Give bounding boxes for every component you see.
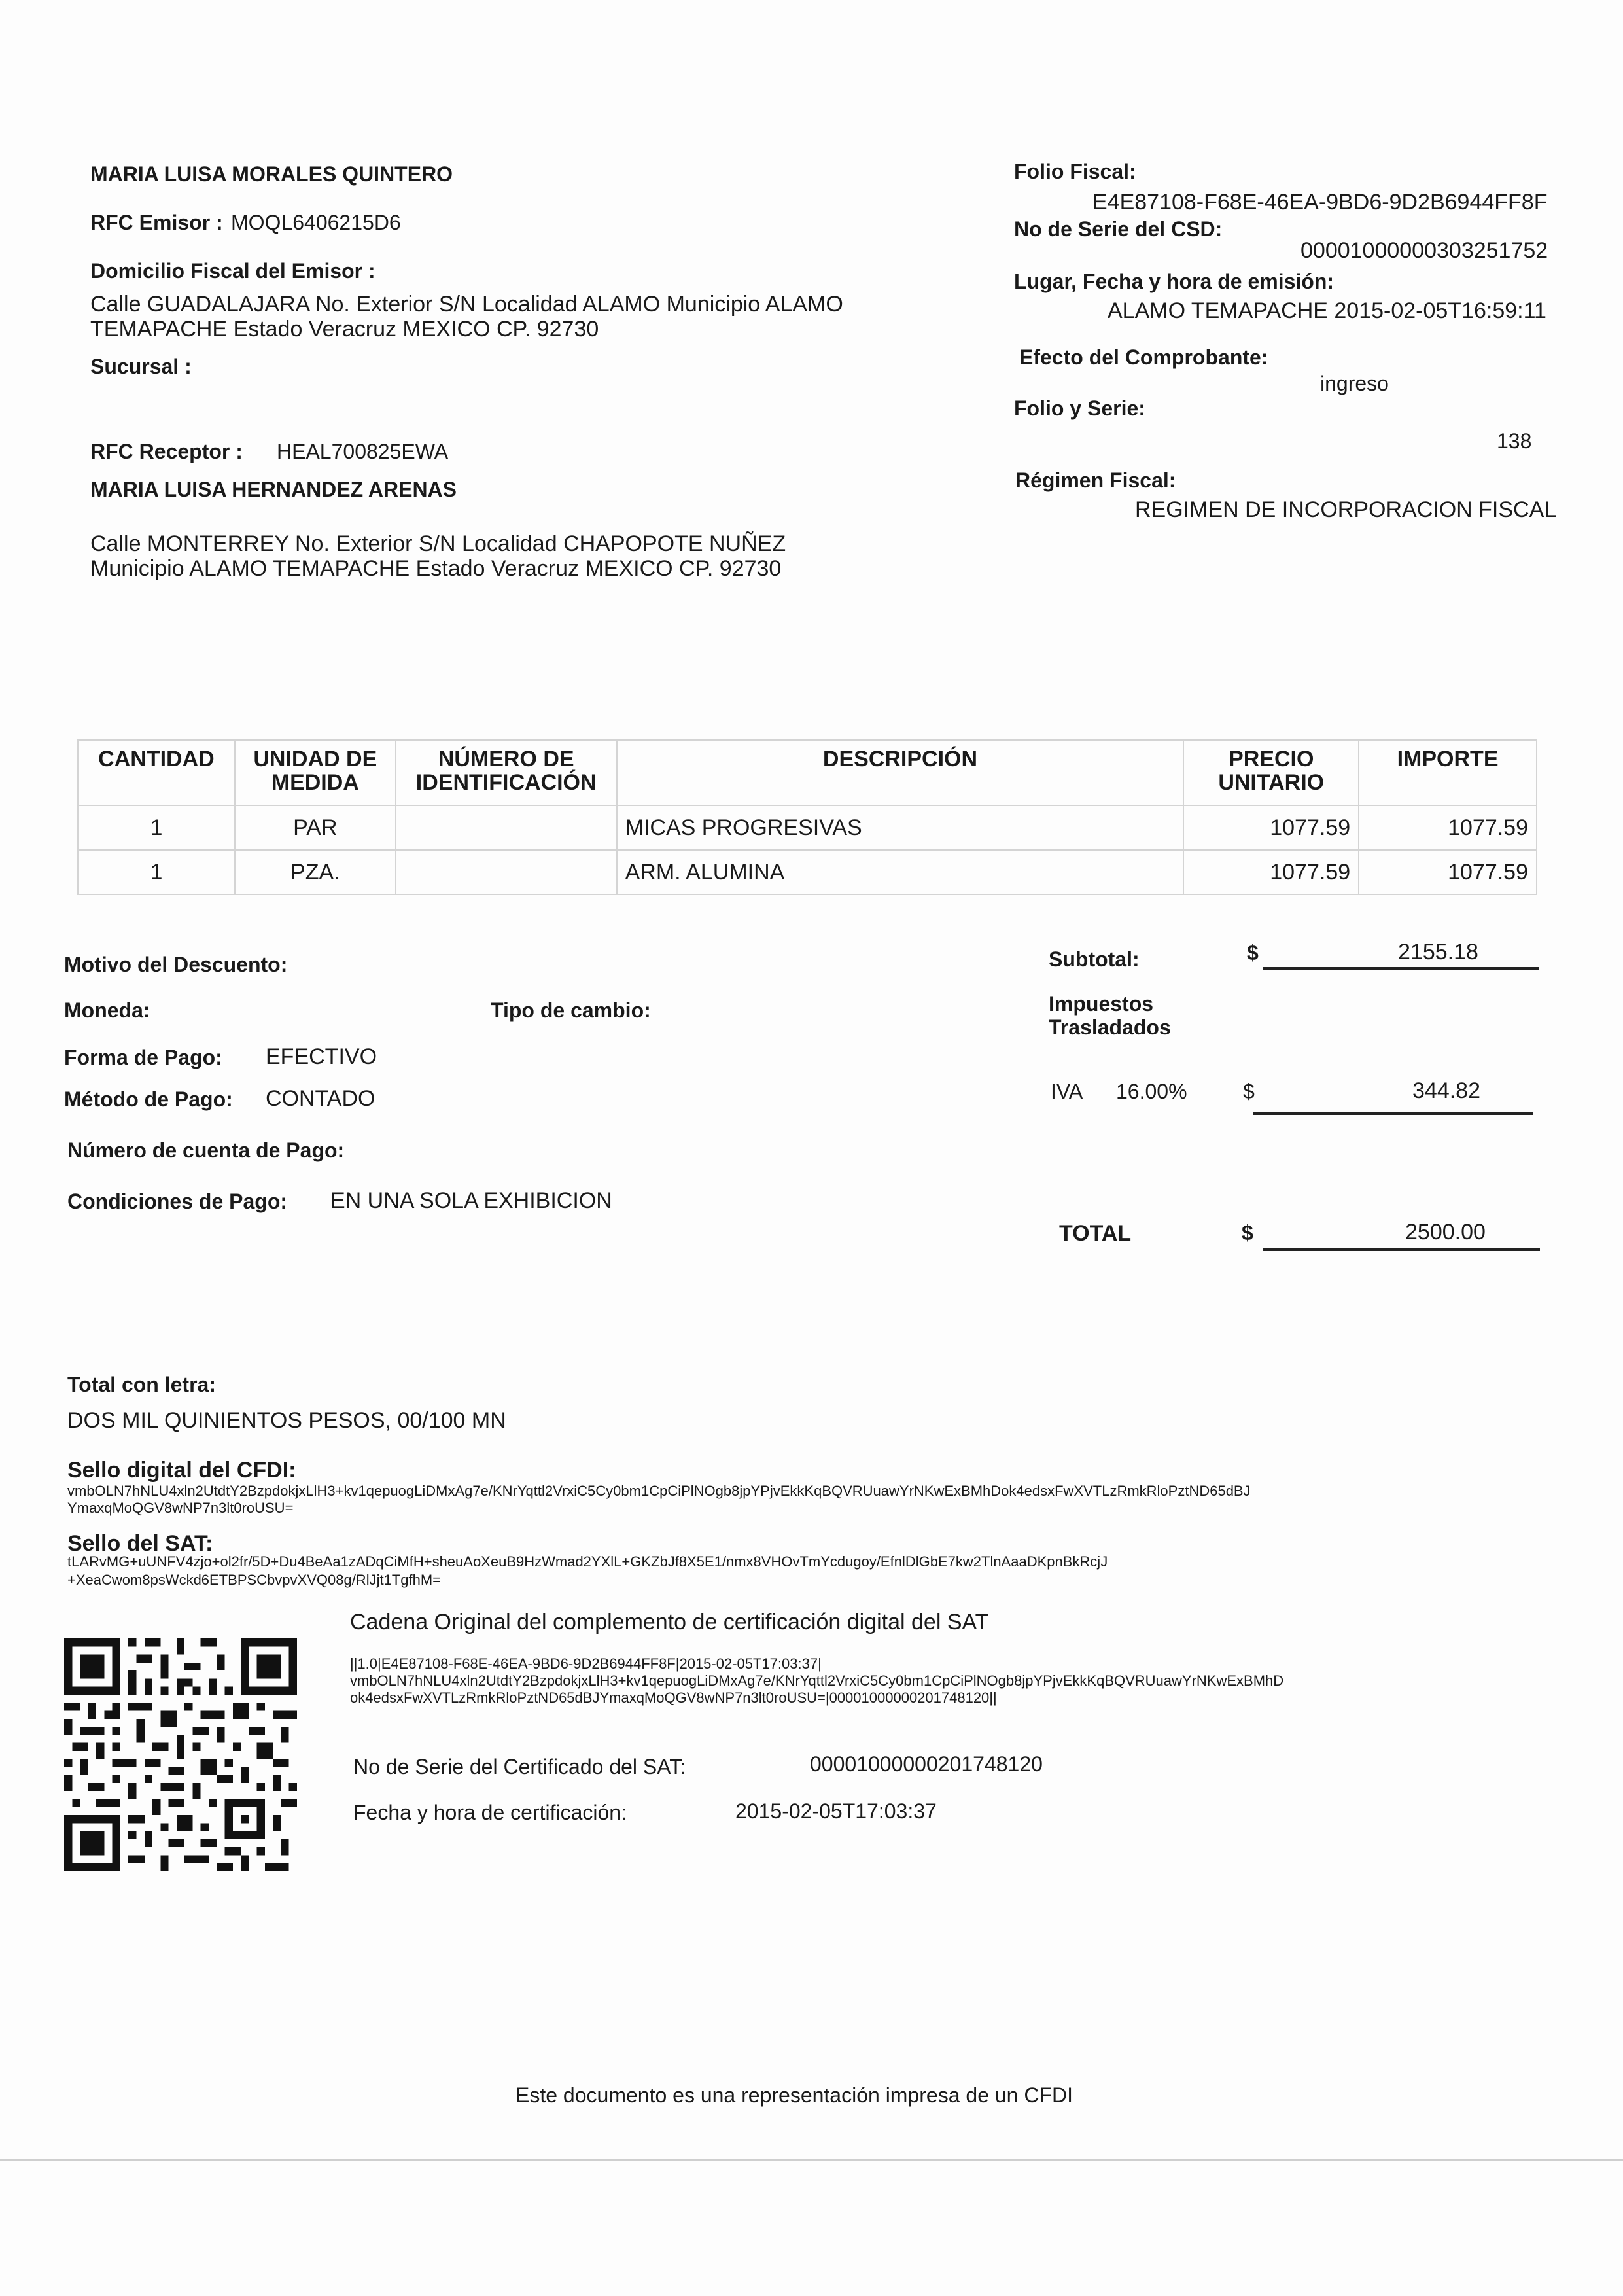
iva-label: IVA xyxy=(1051,1080,1083,1103)
impuestos-label-line1: Impuestos xyxy=(1049,992,1154,1016)
header-precio: PRECIO UNITARIO xyxy=(1183,740,1359,805)
folio-serie-label: Folio y Serie: xyxy=(1014,397,1145,420)
moneda-label: Moneda: xyxy=(64,998,150,1022)
header-numero: NÚMERO DE IDENTIFICACIÓN xyxy=(396,740,617,805)
cell-precio: 1077.59 xyxy=(1183,850,1359,894)
cadena-line1: ||1.0|E4E87108-F68E-46EA-9BD6-9D2B6944FF8F|2015-02-05T17:03:37| xyxy=(350,1655,822,1672)
cell-unidad: PAR xyxy=(235,805,396,850)
table-row xyxy=(78,850,1537,894)
total-value: 2500.00 xyxy=(1405,1220,1486,1245)
domicilio-emisor-line2: TEMAPACHE Estado Veracruz MEXICO CP. 92730 xyxy=(90,317,599,342)
metodo-pago-label: Método de Pago: xyxy=(64,1087,233,1111)
lugar-fecha-label: Lugar, Fecha y hora de emisión: xyxy=(1014,270,1335,293)
rfc-emisor-label: RFC Emisor : xyxy=(90,211,223,234)
cell-cantidad: 1 xyxy=(78,850,235,894)
cell-numero xyxy=(396,805,617,850)
sello-sat-label: Sello del SAT: xyxy=(67,1531,213,1556)
rfc-receptor-label: RFC Receptor : xyxy=(90,440,243,463)
forma-pago-label: Forma de Pago: xyxy=(64,1046,222,1069)
serie-csd-value: 00001000000303251752 xyxy=(1300,238,1548,263)
cell-importe: 1077.59 xyxy=(1359,850,1537,894)
header-descripcion: DESCRIPCIÓN xyxy=(617,740,1184,805)
folio-serie-value: 138 xyxy=(1497,429,1532,453)
sello-sat-line2: +XeaCwom8psWckd6ETBPSCbvpvXVQ08g/RlJjt1TgfhM= xyxy=(67,1572,442,1588)
emisor-name: MARIA LUISA MORALES QUINTERO xyxy=(90,162,453,186)
rfc-emisor-value: MOQL6406215D6 xyxy=(231,211,401,234)
domicilio-emisor-label: Domicilio Fiscal del Emisor : xyxy=(90,259,375,283)
total-currency: $ xyxy=(1242,1221,1253,1245)
total-letra-value: DOS MIL QUINIENTOS PESOS, 00/100 MN xyxy=(67,1408,506,1433)
rfc-receptor-value: HEAL700825EWA xyxy=(277,440,449,463)
cell-cantidad: 1 xyxy=(78,805,235,850)
domicilio-receptor-line2: Municipio ALAMO TEMAPACHE Estado Veracruz MEXICO CP. 92730 xyxy=(90,556,782,581)
total-underline xyxy=(1263,1248,1540,1251)
page-edge-divider xyxy=(0,2159,1623,2161)
header-unidad: UNIDAD DE MEDIDA xyxy=(235,740,396,805)
cadena-line2: vmbOLN7hNLU4xln2UtdtY2BzpdokjxLlH3+kv1qepuogLiDMxAg7e/KNrYqttl2VrxiC5Cy0bm1CpCiPlNOgb8jpYPjvEkkKqBQVRUuawYrNKwExBMhD xyxy=(350,1672,1284,1689)
domicilio-emisor-line1: Calle GUADALAJARA No. Exterior S/N Localidad ALAMO Municipio ALAMO xyxy=(90,292,843,317)
sello-sat-line1: tLARvMG+uUNFV4zjo+ol2fr/5D+Du4BeAa1zADqCiMfH+sheuAoXeuB9HzWmad2YXlL+GKZbJf8X5E1/nmx8VHOvTmYcdugoy/EfnlDlGbE7kw2TlnAaaDKpnBkRcjJ xyxy=(67,1553,1108,1570)
iva-currency: $ xyxy=(1243,1080,1255,1103)
efecto-value: ingreso xyxy=(1320,372,1389,395)
folio-fiscal-label: Folio Fiscal: xyxy=(1014,160,1136,183)
header-importe: IMPORTE xyxy=(1359,740,1537,805)
subtotal-label: Subtotal: xyxy=(1049,947,1140,971)
sello-cfdi-label: Sello digital del CFDI: xyxy=(67,1458,296,1483)
cadena-line3: ok4edsxFwXVTLzRmkRloPztND65dBJYmaxqMoQGV8wNP7n3lt0roUSU=|00001000000201748120|| xyxy=(350,1689,997,1706)
table-row xyxy=(78,805,1537,850)
motivo-descuento-label: Motivo del Descuento: xyxy=(64,953,288,976)
iva-value: 344.82 xyxy=(1412,1078,1480,1103)
header-cantidad: CANTIDAD xyxy=(78,740,235,805)
impuestos-label-line2: Trasladados xyxy=(1049,1016,1171,1039)
items-table xyxy=(77,739,1537,895)
condiciones-pago-label: Condiciones de Pago: xyxy=(67,1190,288,1213)
efecto-label: Efecto del Comprobante: xyxy=(1019,345,1268,369)
forma-pago-value: EFECTIVO xyxy=(266,1044,377,1069)
cell-numero xyxy=(396,850,617,894)
domicilio-receptor-line1: Calle MONTERREY No. Exterior S/N Localidad CHAPOPOTE NUÑEZ xyxy=(90,531,786,556)
condiciones-pago-value: EN UNA SOLA EXHIBICION xyxy=(330,1188,612,1213)
serie-sat-value: 00001000000201748120 xyxy=(810,1752,1043,1776)
cell-importe: 1077.59 xyxy=(1359,805,1537,850)
sello-cfdi-line2: YmaxqMoQGV8wNP7n3lt0roUSU= xyxy=(67,1500,294,1516)
iva-underline xyxy=(1253,1112,1533,1115)
cell-precio: 1077.59 xyxy=(1183,805,1359,850)
total-letra-label: Total con letra: xyxy=(67,1373,216,1396)
iva-rate: 16.00% xyxy=(1116,1080,1187,1103)
serie-sat-label: No de Serie del Certificado del SAT: xyxy=(353,1755,686,1778)
fecha-certificacion-label: Fecha y hora de certificación: xyxy=(353,1801,627,1824)
regimen-label: Régimen Fiscal: xyxy=(1015,468,1176,492)
sucursal-label: Sucursal : xyxy=(90,355,192,378)
subtotal-value: 2155.18 xyxy=(1398,940,1478,964)
receptor-name: MARIA LUISA HERNANDEZ ARENAS xyxy=(90,478,457,501)
cell-descripcion: ARM. ALUMINA xyxy=(617,850,1184,894)
serie-csd-label: No de Serie del CSD: xyxy=(1014,217,1223,241)
subtotal-currency: $ xyxy=(1247,941,1259,964)
total-label: TOTAL xyxy=(1059,1221,1132,1246)
cell-unidad: PZA. xyxy=(235,850,396,894)
cadena-title: Cadena Original del complemento de certificación digital del SAT xyxy=(350,1610,989,1634)
cuenta-pago-label: Número de cuenta de Pago: xyxy=(67,1139,345,1162)
qr-code xyxy=(64,1638,297,1871)
sello-cfdi-line1: vmbOLN7hNLU4xln2UtdtY2BzpdokjxLlH3+kv1qepuogLiDMxAg7e/KNrYqttl2VrxiC5Cy0bm1CpCiPlNOgb8jpYPjvEkkKqBQVRUuawYrNKwExBMhDok4edsxFwXVTLzRmkRloPztND65dBJ xyxy=(67,1483,1251,1499)
fecha-certificacion-value: 2015-02-05T17:03:37 xyxy=(735,1799,937,1823)
folio-fiscal-value: E4E87108-F68E-46EA-9BD6-9D2B6944FF8F xyxy=(1092,190,1548,215)
tipo-cambio-label: Tipo de cambio: xyxy=(491,998,651,1022)
subtotal-underline xyxy=(1263,967,1539,970)
cell-descripcion: MICAS PROGRESIVAS xyxy=(617,805,1184,850)
footer-note: Este documento es una representación impresa de un CFDI xyxy=(515,2083,1073,2107)
table-header-row xyxy=(78,740,1537,805)
lugar-fecha-value: ALAMO TEMAPACHE 2015-02-05T16:59:11 xyxy=(1108,298,1546,323)
regimen-value: REGIMEN DE INCORPORACION FISCAL xyxy=(1135,497,1557,522)
metodo-pago-value: CONTADO xyxy=(266,1086,375,1111)
